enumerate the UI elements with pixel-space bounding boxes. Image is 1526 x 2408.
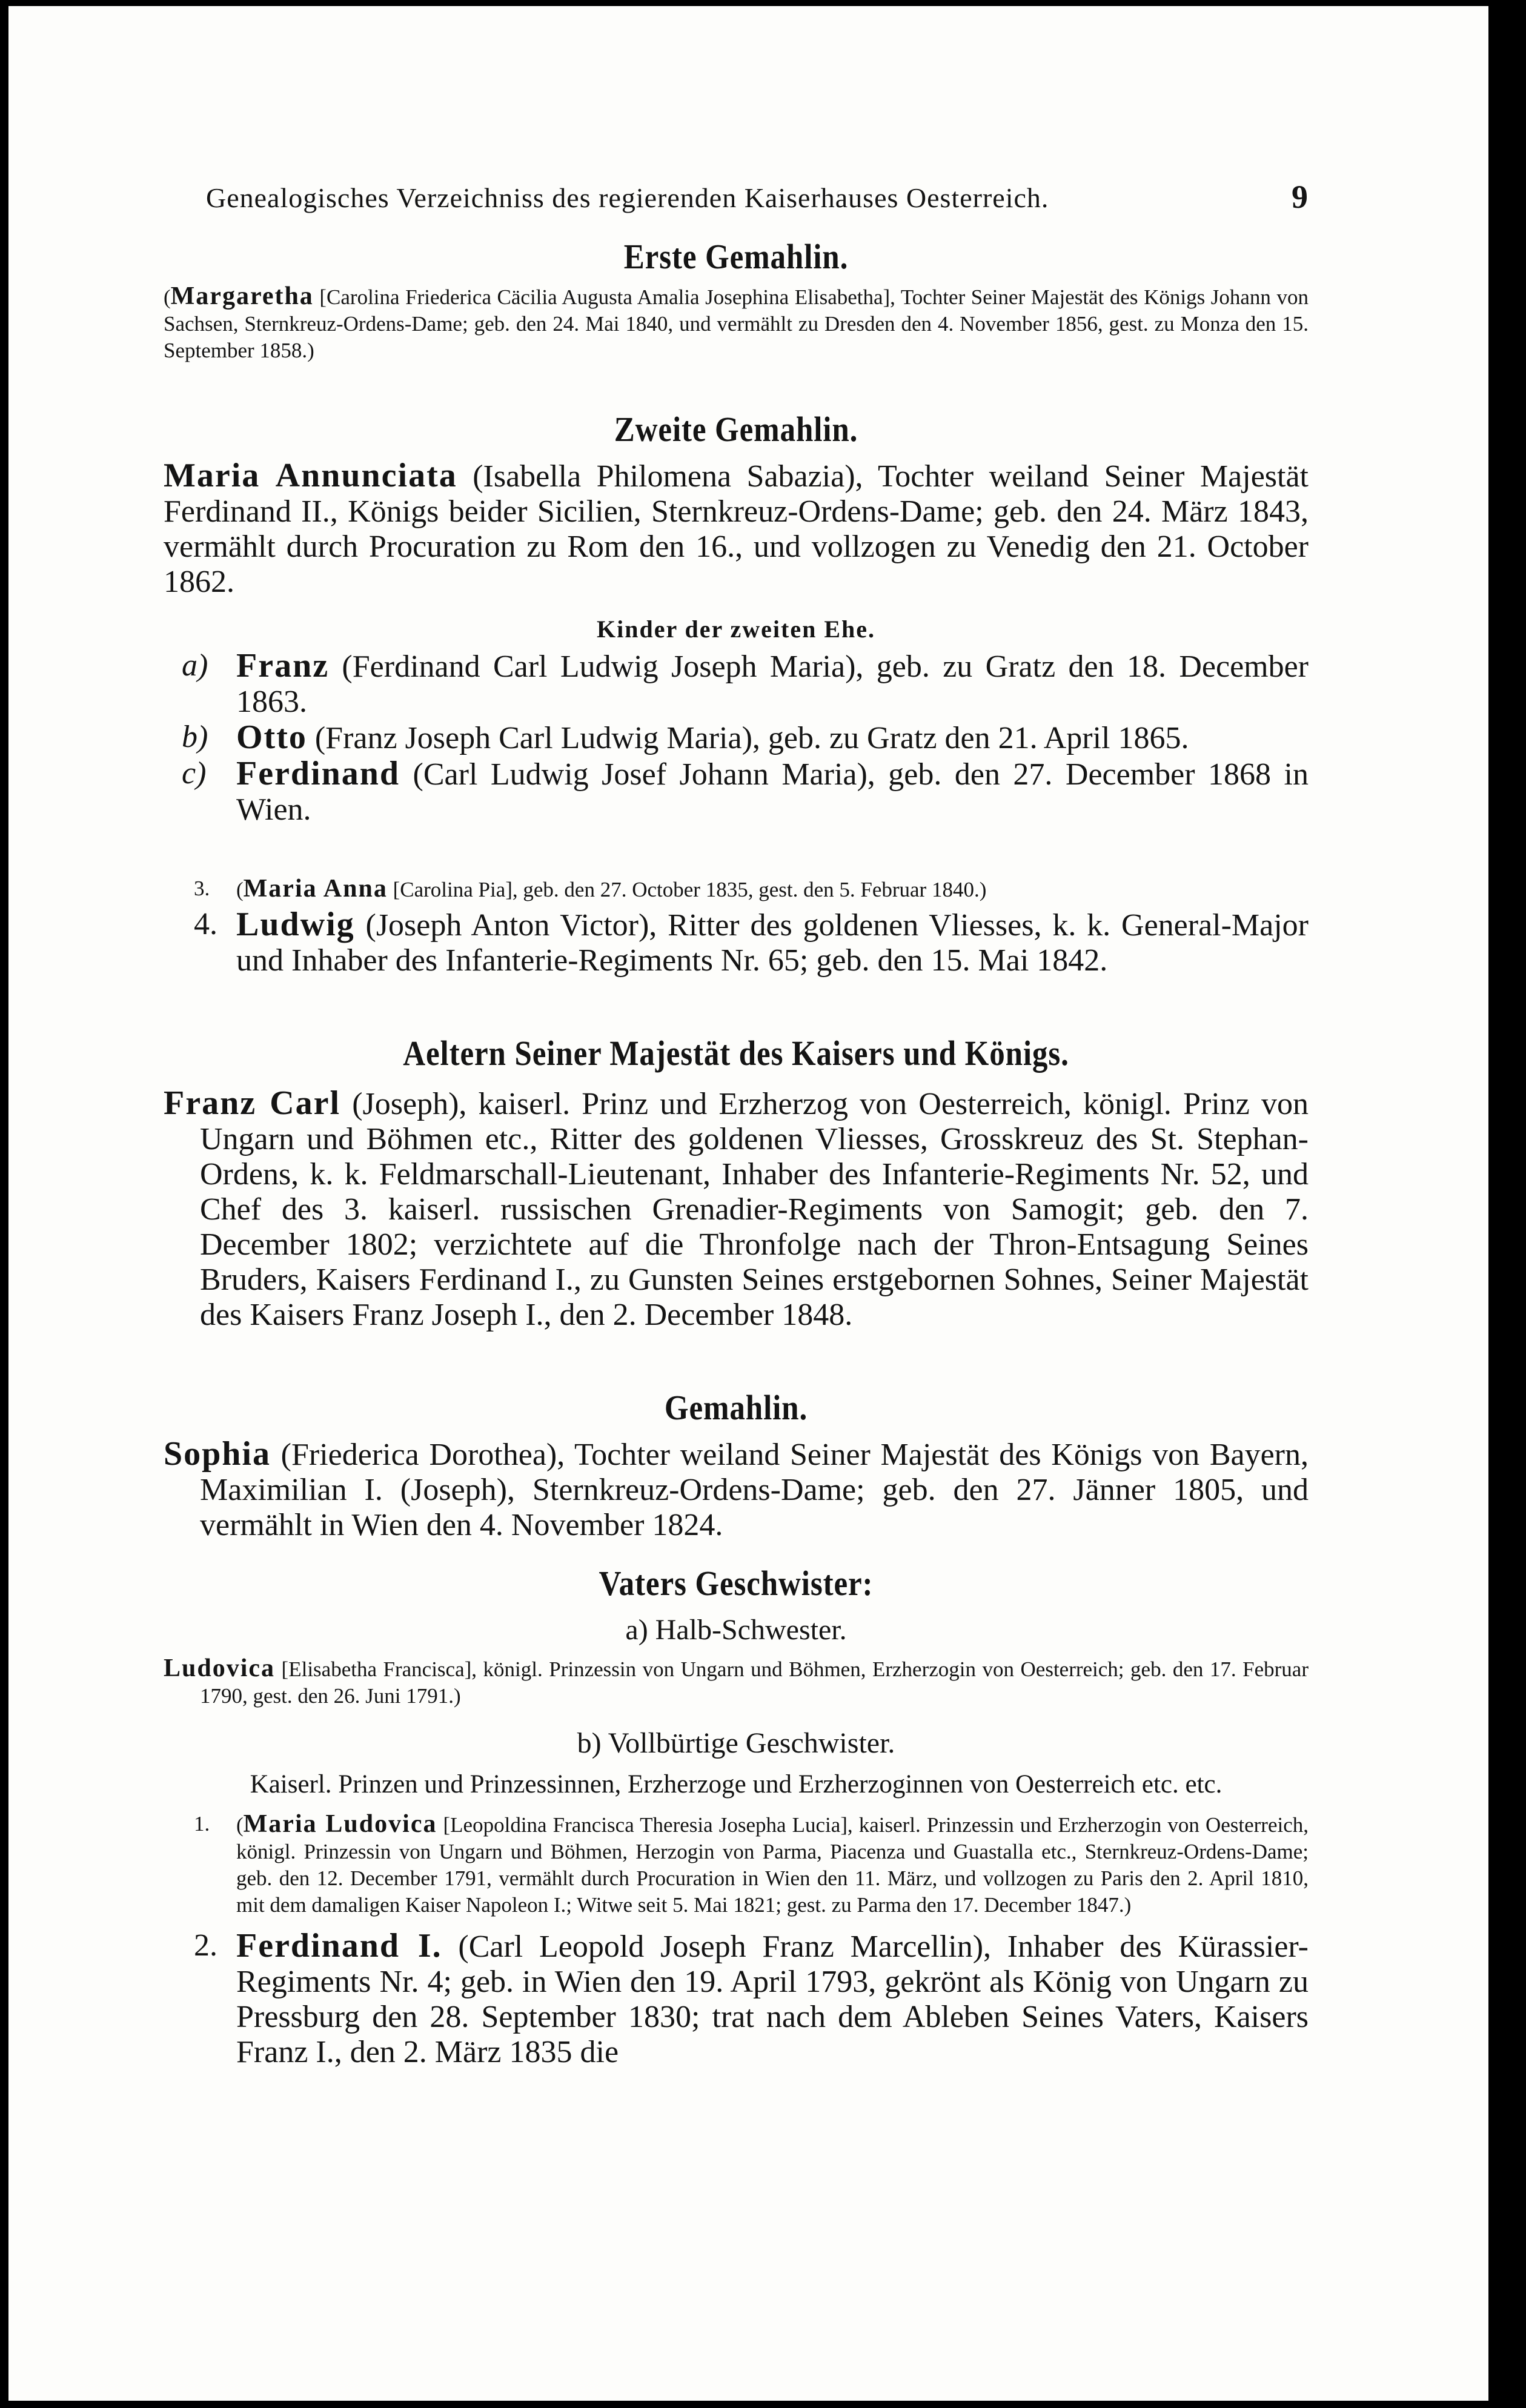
person-name: Ferdinand I. <box>236 1927 442 1965</box>
erste-gemahlin-entry <box>164 283 1309 364</box>
section-vaters-geschwister <box>164 1563 1309 2070</box>
book-page <box>8 6 1488 2401</box>
heading-kinder: Kinder der zweiten Ehe. <box>596 615 876 643</box>
sibling-entry <box>164 907 1309 978</box>
aeltern-entry <box>164 1086 1309 1333</box>
heading-vaters-geschwister: Vaters Geschwister: <box>599 1564 874 1603</box>
sibling-entry <box>164 875 1309 903</box>
open-paren: ( <box>164 285 171 309</box>
section-erste-gemahlin <box>164 236 1309 364</box>
zweite-gemahlin-entry <box>164 458 1309 600</box>
person-name: Maria Ludovica <box>243 1810 437 1838</box>
entry-text: [Carolina Friederica Cäcilia Augusta Amalia Josephina Elisabetha], Tochter Seiner Majestät des Königs Johann von Sachsen, Sternkreuz-Ordens-Dame; geb. den 24. Mai 1840, und vermählt zu Dresden den 4. November 1856, gest. zu Monza den 15. September 1858.) <box>164 285 1309 362</box>
ludovica-entry <box>164 1655 1309 1710</box>
section-geschwister-kaiser <box>164 875 1309 978</box>
subheading-vollbuertige: b) Vollbürtige Geschwister. <box>577 1727 895 1759</box>
item-number: 1. <box>194 1812 210 1836</box>
item-number: 4. <box>194 907 217 941</box>
entry-text: (Joseph Anton Victor), Ritter des goldenen Vliesses, k. k. General-Major und Inhaber des Infanterie-Regiments Nr. 65; geb. den 15. Mai 1842. <box>236 908 1309 978</box>
person-name: Franz Carl <box>164 1084 341 1122</box>
sibling-entry <box>164 1811 1309 1919</box>
open-paren: ( <box>236 878 244 901</box>
entry-text: (Joseph), kaiserl. Prinz und Erzherzog von Oesterreich, königl. Prinz von Ungarn und Böhmen etc., Ritter des goldenen Vliesses, Grosskreuz des St. Stephan-Ordens, k. k. Feldmarschall-Lieutenant, Inhaber des Infanterie-Regiments Nr. 52, und Chef des 3. kaiserl. russischen Grenadier-Regiments von Samogit; geb. den 7. December 1802; verzichtete auf die Thronfolge nach der Thron-Entsagung Seines Bruders, Kaisers Ferdinand I., zu Gunsten Seines erstgebornen Sohnes, Seiner Majestät des Kaisers Franz Joseph I., den 2. December 1848. <box>200 1087 1309 1332</box>
item-label: b) <box>182 720 208 754</box>
item-label: a) <box>182 648 208 683</box>
person-name: Otto <box>236 718 307 756</box>
heading-gemahlin: Gemahlin. <box>664 1388 808 1427</box>
person-name: Maria Anna <box>243 875 388 903</box>
person-name: Ludovica <box>164 1654 276 1682</box>
entry-text: [Leopoldina Francisca Theresia Josepha Lucia], kaiserl. Prinzessin und Erzherzogin von Oesterreich, königl. Prinzessin von Ungarn und Böhmen, Herzogin von Parma, Piacenza und Guastalla etc., Sternkreuz-Ordens-Dame; geb. den 12. December 1791, vermählt durch Procuration in Wien den 11. März, und vollzogen zu Paris den 2. April 1810, mit dem damaligen Kaiser Napoleon I.; Witwe seit 5. Mai 1821; gest. zu Parma den 17. December 1847.) <box>236 1813 1309 1917</box>
heading-aeltern: Aeltern Seiner Majestät des Kaisers und Königs. <box>403 1033 1069 1073</box>
section-aeltern <box>164 1033 1309 1333</box>
person-name: Ferdinand <box>236 755 400 792</box>
entry-text: (Carl Leopold Joseph Franz Marcellin), Inhaber des Kürassier-Regiments Nr. 4; geb. in Wien den 19. April 1793, gekrönt als König von Ungarn zu Pressburg den 28. September 1830; trat nach dem Ableben Seines Vaters, Kaisers Franz I., den 2. März 1835 die <box>236 1929 1309 2069</box>
entry-text: (Carl Ludwig Josef Johann Maria), geb. den 27. December 1868 in Wien. <box>236 757 1309 827</box>
sibling-entry <box>164 1928 1309 2070</box>
child-entry <box>164 720 1309 756</box>
geschwister-intro: Kaiserl. Prinzen und Prinzessinnen, Erzherzoge und Erzherzoginnen von Oesterreich etc. etc. <box>250 1770 1222 1799</box>
section-gemahlin <box>164 1387 1309 1543</box>
entry-text: (Franz Joseph Carl Ludwig Maria), geb. zu Gratz den 21. April 1865. <box>307 721 1189 755</box>
subheading-halb-schwester: a) Halb-Schwester. <box>625 1614 847 1646</box>
child-entry <box>164 756 1309 828</box>
person-name: Franz <box>236 647 330 685</box>
entry-text: (Isabella Philomena Sabazia), Tochter weiland Seiner Majestät Ferdinand II., Königs beider Sicilien, Sternkreuz-Ordens-Dame; geb. den 24. März 1843, vermählt durch Procuration zu Rom den 16., und vollzogen zu Venedig den 21. October 1862. <box>164 459 1309 599</box>
section-kinder <box>164 615 1309 828</box>
person-name: Maria Annunciata <box>164 457 457 494</box>
heading-zweite-gemahlin: Zweite Gemahlin. <box>614 410 858 449</box>
entry-text: (Ferdinand Carl Ludwig Joseph Maria), geb. zu Gratz den 18. December 1863. <box>236 649 1309 719</box>
section-zweite-gemahlin <box>164 409 1309 600</box>
entry-text: (Friederica Dorothea), Tochter weiland Seiner Majestät des Königs von Bayern, Maximilian I. (Joseph), Sternkreuz-Ordens-Dame; geb. den 27. Jänner 1805, und vermählt in Wien den 4. November 1824. <box>200 1438 1309 1542</box>
entry-text: [Elisabetha Francisca], königl. Prinzessin von Ungarn und Böhmen, Erzherzogin von Oesterreich; geb. den 17. Februar 1790, gest. den 26. Juni 1791.) <box>200 1657 1309 1708</box>
person-name: Ludwig <box>236 906 355 943</box>
page-number: 9 <box>1292 179 1309 215</box>
item-number: 3. <box>194 877 210 900</box>
open-paren: ( <box>236 1813 244 1837</box>
person-name: Sophia <box>164 1435 271 1473</box>
heading-erste-gemahlin: Erste Gemahlin. <box>623 237 849 276</box>
person-name: Margaretha <box>170 282 314 310</box>
entry-text: [Carolina Pia], geb. den 27. October 1835, gest. den 5. Februar 1840.) <box>387 878 987 901</box>
item-label: c) <box>182 756 207 791</box>
item-number: 2. <box>194 1928 217 1963</box>
running-head-title: Genealogisches Verzeichniss des regierenden Kaiserhauses Oesterreich. <box>206 182 1049 213</box>
child-entry <box>164 648 1309 720</box>
running-head <box>164 179 1309 218</box>
gemahlin-entry <box>164 1436 1309 1543</box>
